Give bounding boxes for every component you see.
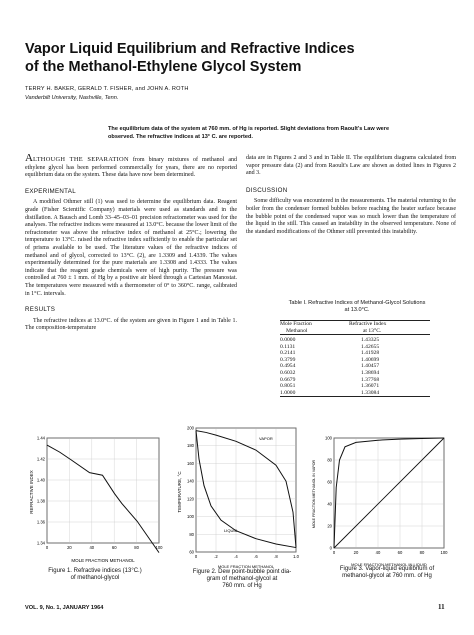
fig2-xtick-label: .2 [214, 554, 218, 559]
table-row [280, 390, 430, 397]
fig2-xtick-label: .6 [254, 554, 258, 559]
table-row [280, 357, 430, 364]
table-caption [262, 300, 452, 314]
table-row [280, 337, 430, 344]
fig3-ytick-label: 0 [329, 545, 332, 551]
fig2-caption-line-1: Figure 2. Dew point-bubble point dia- [192, 569, 292, 575]
fig1-caption-line-1: Figure 1. Refractive indices (13°C.) [48, 568, 142, 574]
mole-fraction-cell: 0.1131 [280, 343, 296, 350]
fig1-yticks [37, 436, 46, 546]
figure-1-chart [25, 432, 165, 572]
fig1-xtick-label: 40 [89, 545, 95, 550]
results-paragraph: The refractive indices at 13.0°C. of the system are given in Figure 1 and in Table 1. The composition-temperature [25, 317, 237, 332]
mole-fraction-cell: 1.0000 [280, 389, 296, 396]
table-row [280, 370, 430, 377]
fig1-frame [47, 438, 159, 543]
figure-2-chart [174, 422, 302, 570]
fig1-xtick-label: 0 [45, 545, 49, 550]
mole-fraction-cell: 0.6679 [280, 376, 296, 383]
title-line-1: Vapor Liquid Equilibrium and Refractive Indices [25, 41, 355, 57]
fig2-ytick-label: 140 [187, 478, 194, 484]
page-number: 11 [438, 603, 445, 611]
col1-header-2: Methanol [286, 327, 308, 334]
refractive-index-table [280, 320, 430, 398]
fig2-grid [196, 428, 296, 552]
fig2-caption-line-3: 760 mm. of Hg [222, 583, 262, 590]
fig2-ytick-label: 160 [187, 460, 194, 466]
fig1-xticks [46, 545, 163, 550]
fig2-xtick-label: .8 [274, 554, 278, 559]
table-row [280, 350, 430, 357]
fig3-xtick-label: 20 [353, 550, 359, 555]
fig2-xtick-label: .4 [234, 554, 238, 559]
left-column [25, 152, 237, 333]
col2-header-2: at 13°C. [362, 327, 382, 334]
authors: TERRY H. BAKER, GERALD T. FISHER, and JOHN A. ROTH [25, 86, 189, 92]
fig1-ytick-label: 1.44 [36, 435, 45, 441]
fig3-ytick-label: 100 [325, 435, 332, 441]
fig2-ylabel: TEMPERATURE, °C [177, 471, 182, 513]
fig1-ylabel: REFRACTIVE INDEX [29, 470, 34, 514]
refractive-index-cell: 1.42655 [360, 343, 380, 350]
table-caption-line-2: at 13.0°C. [344, 307, 370, 313]
fig2-vapor-label: VAPOR [259, 436, 273, 441]
fig2-ytick-label: 60 [189, 549, 194, 555]
discussion-paragraph: Some difficulty was encountered in the measurements. The material returning to the boiler from the condenser formed bubbles before reaching the heater surface because the bubble point of the condensed vapor was so much lower than the temperature of the liquid in the still. This caused an instability in the observed temperature. None of the standard modifications of the Othmer still prevented this instability. [246, 198, 456, 235]
figure-3-chart [306, 432, 452, 574]
refractive-index-cell: 1.36071 [360, 383, 380, 390]
fig1-ytick-label: 1.40 [36, 477, 45, 483]
fig1-ytick-label: 1.36 [36, 519, 45, 525]
dropcap: A [25, 152, 33, 164]
fig3-xtick-label: 80 [419, 550, 425, 555]
fig1-xtick-label: 20 [67, 545, 72, 550]
fig2-yticks [187, 426, 195, 555]
fig2-frame [196, 428, 296, 552]
table-row [280, 363, 430, 370]
heading-results: RESULTS [25, 306, 56, 314]
table-caption-line-1: Table I. Refractive Indices of Methanol-Glycol Solutions [288, 300, 426, 306]
fig3-xtick-label: 40 [375, 550, 381, 555]
table-row [280, 377, 430, 384]
fig2-xtick-label: 0 [194, 554, 198, 559]
affiliation: Vanderbilt University, Nashville, Tenn. [25, 95, 119, 101]
fig2-ytick-label: 180 [187, 443, 194, 449]
fig3-xtick-label: 100 [440, 550, 448, 555]
right-column [246, 155, 456, 236]
fig1-xtick-label: 100 [155, 545, 163, 550]
heading-experimental: EXPERIMENTAL [25, 187, 76, 195]
figure-1-caption [25, 568, 165, 582]
table-1 [262, 300, 452, 398]
fig3-xtick-label: 0 [332, 550, 336, 555]
experimental-paragraph: A modified Othmer still (1) was used to determine the equilibrium data. Reagent grade (Fisher Scientific Company) materials were used as standards and in the distillation. A Bausch and Lomb 33–45–03–01 precision refractometer was used for the analyses. The refractive indices were measured at 13.0°C. because the lower limit of the refractometer was above the refractive index of methanol at 25°C.; lowering the temperature to 13°C. raised the refractive index sufficiently to enable the particular set of prisms available to be used. The literature values of the refractive indices of methanol and of glycol, corrected to 13°C. (2), are 1.3309 and 1.4339. The values experimentally determined for the pure materials are 1.3308 and 1.4333. The values indicate that the reagent grade chemicals were of high purity. The pressure was controlled at 760 ± 1 mm. of Hg by a positive air bleed through a Cartesian Manostat. The temperatures were measured with a thermometer of 0° to 360°C. range, calibrated in 1°C. intervals. [25, 199, 237, 297]
fig1-caption-line-2: of methanol-glycol [70, 575, 120, 582]
fig3-caption-line-1: Figure 3. Vapor-liquid equilibrium of [339, 566, 435, 572]
fig3-ytick-label: 60 [327, 479, 332, 485]
fig3-xtick-label: 60 [397, 550, 403, 555]
fig2-vapor-curve [196, 431, 296, 548]
fig3-ytick-label: 40 [327, 501, 332, 507]
figure-2-caption [172, 569, 312, 591]
fig1-ytick-label: 1.34 [36, 540, 45, 546]
fig3-xlabel: MOLE FRACTION METHANOL IN LIQUID [351, 562, 427, 567]
abstract: The equilibrium data of the system at 760 mm. of Hg is reported. Slight deviations from Raoult's Law were observed. The refractive indices at 13° C. are reported. [108, 126, 390, 140]
table-row [280, 344, 430, 351]
table-body [280, 337, 430, 398]
fig2-xlabel: MOLE FRACTION METHANOL [217, 564, 275, 569]
fig1-grid [47, 438, 159, 543]
fig3-ytick-label: 20 [327, 523, 332, 529]
fig1-xtick-label: 60 [111, 545, 117, 550]
fig3-diagonal [334, 438, 444, 548]
title-line-2: of the Methanol-Ethylene Glycol System [25, 59, 302, 75]
figure-3-caption [318, 566, 456, 580]
fig2-ytick-label: 200 [187, 425, 194, 431]
fig2-ytick-label: 80 [189, 531, 194, 537]
heading-discussion: DISCUSSION [246, 186, 288, 194]
intro-paragraph [25, 152, 237, 180]
fig2-liquid-label: LIQUID [224, 528, 238, 533]
refractive-index-cell: 1.43325 [360, 337, 380, 343]
fig2-caption-line-2: gram of methanol-glycol at [206, 576, 278, 583]
fig3-ytick-label: 80 [327, 457, 332, 463]
fig1-ytick-label: 1.38 [36, 498, 45, 504]
fig2-xtick-label: 1.0 [293, 554, 299, 559]
table-row [280, 383, 430, 390]
refractive-index-cell: 1.38694 [360, 369, 380, 376]
col2-header-1: Refractive Index [348, 321, 387, 327]
intro-text: from binary mixtures of methanol and ethylene glycol has been performed commercially for years, there are no reported equilibrium data on the system. These data have now been determined. [25, 157, 237, 179]
mole-fraction-cell: 0.6032 [280, 369, 296, 376]
fig2-ytick-label: 100 [187, 514, 194, 520]
intro-smallcaps: LTHOUGH THE SEPARATION [32, 156, 129, 163]
fig1-ytick-label: 1.42 [36, 456, 45, 462]
fig3-ylabel: MOLE FRACTION METHANOL IN VAPOR [312, 459, 316, 529]
fig3-xticks [333, 550, 448, 555]
mole-fraction-cell: 0.0000 [280, 337, 296, 343]
journal-footer: VOL. 9, No. 1, JANUARY 1964 [25, 605, 104, 611]
fig3-yticks [325, 436, 333, 551]
fig2-ytick-label: 120 [187, 496, 194, 502]
paper-title [25, 40, 455, 76]
fig3-caption-line-2: methanol-glycol at 760 mm. of Hg [342, 573, 432, 580]
refractive-index-cell: 1.37768 [360, 376, 380, 383]
fig2-xticks [195, 554, 300, 559]
mole-fraction-cell: 0.4954 [280, 363, 296, 370]
refractive-index-cell: 1.40699 [360, 356, 380, 363]
refractive-index-cell: 1.33084 [360, 389, 380, 396]
fig2-liquid-curve [196, 431, 296, 548]
mole-fraction-cell: 0.8051 [280, 383, 296, 390]
mole-fraction-cell: 0.3799 [280, 356, 296, 363]
continued-paragraph: data are in Figures 2 and 3 and in Table II. The equilibrium diagrams calculated from vapor pressure data (2) and from Raoult's Law are shown as dotted lines in Figures 2 and 3. [246, 155, 456, 177]
mole-fraction-cell: 0.2141 [280, 350, 296, 357]
fig1-curve [47, 445, 159, 553]
refractive-index-cell: 1.41928 [360, 350, 380, 357]
fig1-xlabel: MOLE FRACTION METHANOL [71, 558, 135, 563]
col1-header-1: Mole Fraction [280, 321, 312, 327]
fig1-xtick-label: 80 [134, 545, 139, 550]
refractive-index-cell: 1.40457 [360, 363, 380, 370]
